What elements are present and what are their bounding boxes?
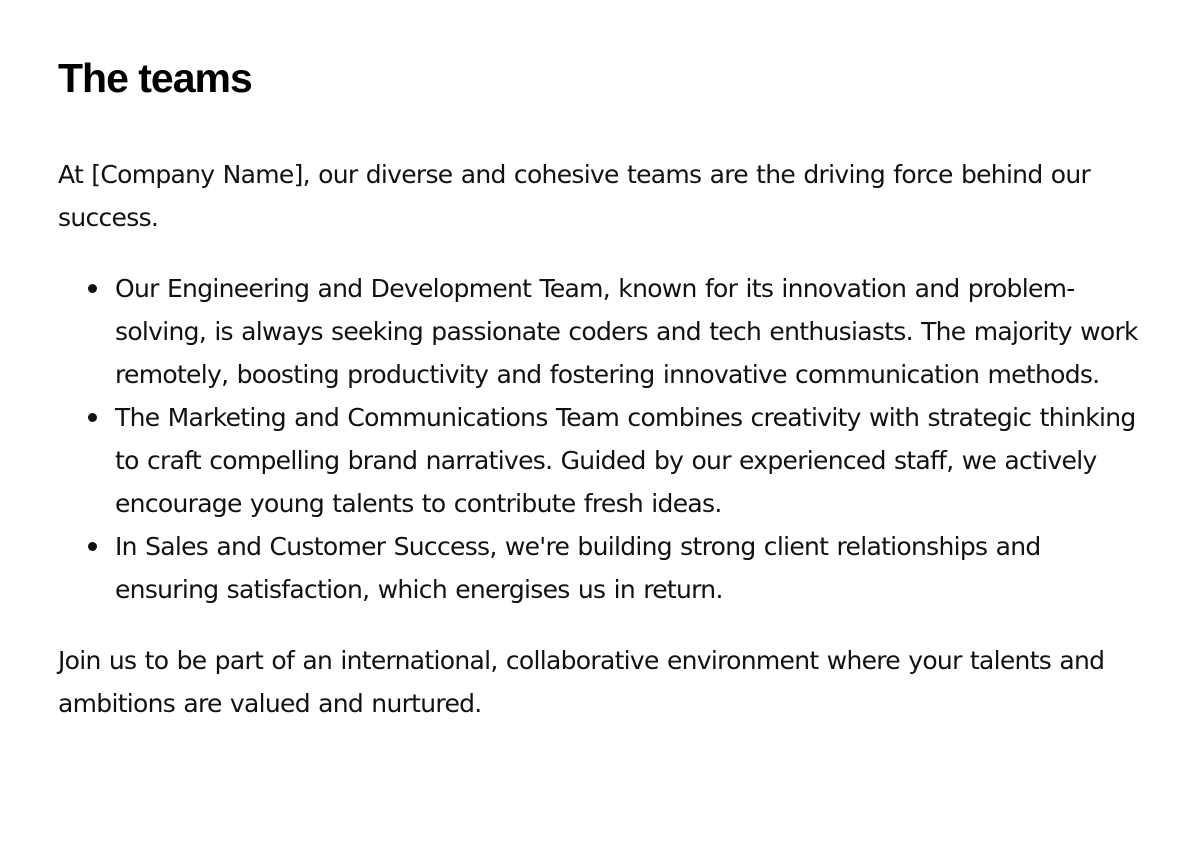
list-item-engineering	[115, 267, 1144, 396]
closing-paragraph: Join us to be part of an international, collaborative environment where your talents and ambitions are valued and nurtured.	[58, 646, 1105, 718]
list-item-marketing	[115, 396, 1144, 525]
list-item-text: In Sales and Customer Success, we're building strong client relationships and ensuring satisfaction, which energises us in return.	[115, 532, 1041, 604]
list-item-text: Our Engineering and Development Team, known for its innovation and problem-solving, is always seeking passionate coders and tech enthusiasts. The majority work remotely, boosting productivity and fostering innovative communication methods.	[115, 274, 1138, 389]
bullet-icon	[88, 413, 97, 422]
bullet-icon	[88, 542, 97, 551]
list-item-sales	[115, 525, 1144, 611]
intro-paragraph: At [Company Name], our diverse and cohesive teams are the driving force behind our success.	[58, 160, 1091, 232]
teams-list	[58, 267, 1144, 611]
list-item-text: The Marketing and Communications Team combines creativity with strategic thinking to craft compelling brand narratives. Guided by our experienced staff, we actively encourage young talents to contribute fresh ideas.	[115, 403, 1136, 518]
bullet-icon	[88, 284, 97, 293]
page-title: The teams	[58, 55, 252, 101]
